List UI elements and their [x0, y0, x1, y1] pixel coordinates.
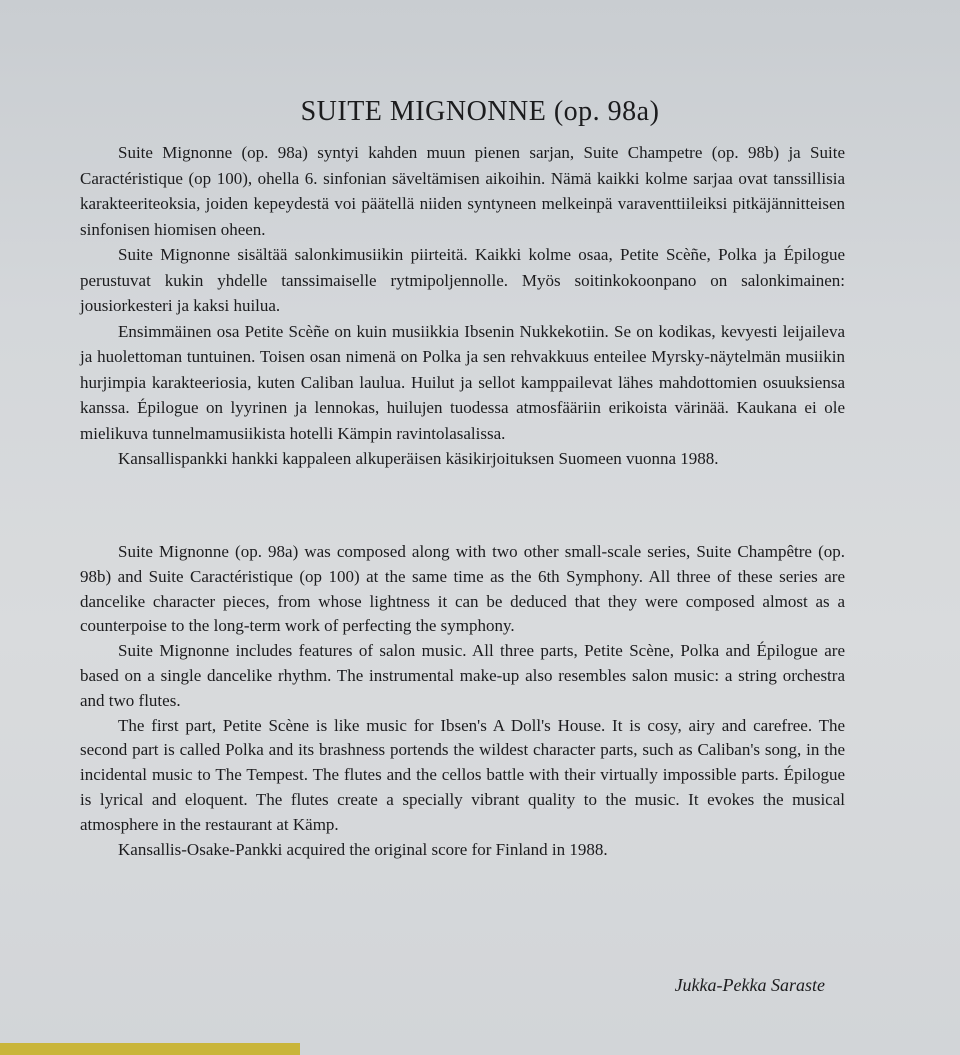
- finnish-paragraph-1: Suite Mignonne (op. 98a) syntyi kahden muun pienen sarjan, Suite Champetre (op. 98b) ja Suite Caractéristique (op 100), ohella 6. sinfonian säveltämisen aikoihin. Nämä kaikki kolme sarjaa ovat tanssillisia karakteeriteoksia, joiden kepeydestä voi päätellä niiden syntyneen melkeinpä varaventtiileiksi pitkäjännitteisen sinfonisen hiomisen oheen.: [80, 143, 845, 239]
- english-paragraph-4: Kansallis-Osake-Pankki acquired the original score for Finland in 1988.: [118, 839, 608, 859]
- author-signature: Jukka-Pekka Saraste: [674, 975, 825, 995]
- finnish-paragraph-3: Ensimmäinen osa Petite Scèñe on kuin musiikkia Ibsenin Nukkekotiin. Se on kodikas, kevyesti leijaileva ja huolettoman tuntuinen. Toisen osan nimenä on Polka ja sen rehvakkuus enteilee Myrsky-näytelmän musiikin hurjimpia karakteeriosia, kuten Caliban laulua. Huilut ja sellot kamppailevat lähes mahdottomien osuuksiensa kanssa. Épilogue on lyyrinen ja lennokas, huilujen tuodessa atmosfääriin erikoista värinää. Kaukana ei ole mielikuva tunnelmamusiikista hotelli Kämpin ravintolasalissa.: [80, 321, 845, 443]
- english-paragraph-1: Suite Mignonne (op. 98a) was composed along with two other small-scale series, Suite Champêtre (op. 98b) and Suite Caractéristique (op 100) at the same time as the 6th Symphony. All three of these series are dancelike character pieces, from whose lightness it can be deduced that they were composed almost as a counterpoise to the long-term work of perfecting the symphony.: [80, 542, 845, 636]
- english-paragraph-3: The first part, Petite Scène is like music for Ibsen's A Doll's House. It is cosy, airy and carefree. The second part is called Polka and its brashness portends the wildest character parts, such as Caliban's song, in the incidental music to The Tempest. The flutes and the cellos battle with their virtually impossible parts. Épilogue is lyrical and eloquent. The flutes create a specially vibrant quality to the music. It evokes the musical atmosphere in the restaurant at Kämp.: [80, 715, 845, 834]
- english-paragraph-2: Suite Mignonne includes features of salon music. All three parts, Petite Scène, Polka and Épilogue are based on a single dancelike rhythm. The instrumental make-up also resembles salon music: a string orchestra and two flutes.: [80, 641, 845, 710]
- bottom-edge-strip: [0, 1043, 300, 1055]
- english-section: [80, 540, 845, 862]
- page-title: SUITE MIGNONNE (op. 98a): [300, 96, 660, 127]
- finnish-section: [80, 140, 845, 472]
- finnish-paragraph-2: Suite Mignonne sisältää salonkimusiikin piirteitä. Kaikki kolme osaa, Petite Scèñe, Polka ja Épilogue perustuvat kukin yhdelle tanssimaiselle rytmipoljennolle. Myös soitinkokoonpano on salonkimainen: jousiorkesteri ja kaksi huilua.: [80, 245, 845, 315]
- finnish-paragraph-4: Kansallispankki hankki kappaleen alkuperäisen käsikirjoituksen Suomeen vuonna 1988.: [118, 449, 719, 468]
